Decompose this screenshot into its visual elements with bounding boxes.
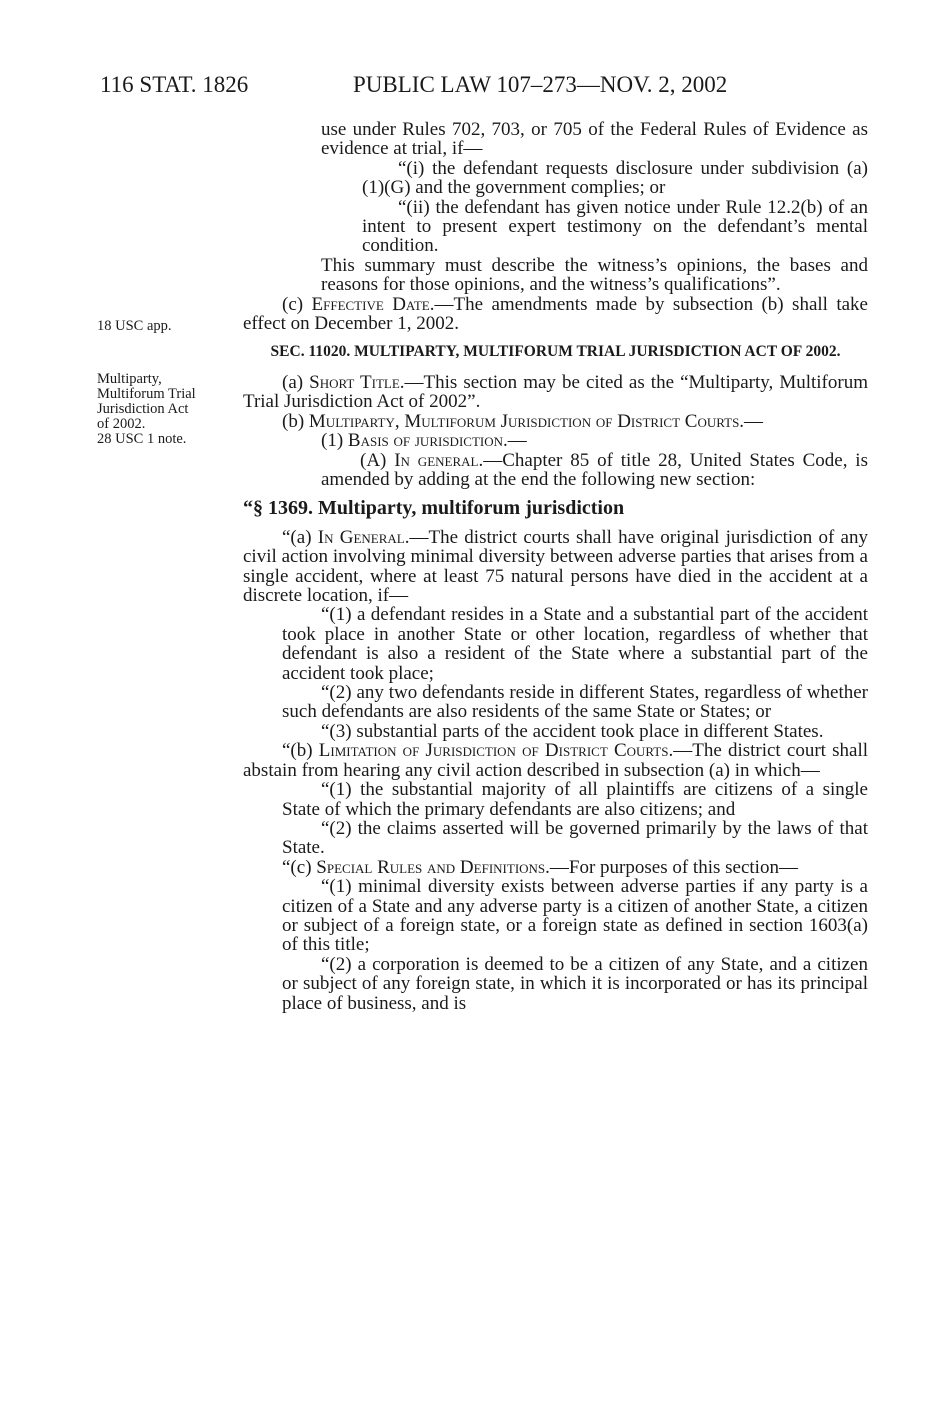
subsection-b-limitation [243,741,868,780]
page-header [100,72,870,102]
subparagraph-text: .—Chapter 85 of title 28, United States Code, is amended by adding at the end the following new section: [321,449,868,490]
statute-body [243,120,868,1013]
subsection-text: .—The district court shall abstain from hearing any civil action described in subsection (a) in which— [243,740,869,781]
margin-note-usc-app [97,319,237,334]
margin-note-line: of 2002. [97,416,146,432]
margin-note-line: 28 USC 1 note. [97,431,187,447]
paragraph-2: “(2) the claims asserted will be governed primarily by the laws of that State. [282,817,868,859]
subsection-heading: Short Title [309,371,400,393]
subsection-label: “(b) [282,740,319,762]
subsection-label: (a) [282,371,310,393]
statute-page-number: 116 STAT. 1826 [100,72,249,97]
subparagraph-a-general [243,451,868,490]
subsection-c-special-rules [243,858,868,877]
clause-ii: “(ii) the defendant has given notice under Rule 12.2(b) of an intent to present expert testimony on the defendant’s mental condition. [362,196,868,257]
subsection-heading: Effective Date [311,293,430,315]
section-1369-heading: “§ 1369. Multiparty, multiforum jurisdiction [243,497,625,520]
subsection-label: (c) [282,293,312,315]
subsection-label: “(c) [282,856,317,878]
subsection-text: .—This section may be cited as the “Multiparty, Multiforum Trial Jurisdiction Act of 2002”. [243,371,868,413]
subsection-c-effective-date [243,295,868,334]
clause-i: “(i) the defendant requests disclosure under subdivision (a)(1)(G) and the government complies; or [362,157,868,199]
subsection-heading: In General [317,526,405,548]
subsection-text: .— [739,410,764,432]
summary-paragraph: This summary must describe the witness’s opinions, the bases and reasons for those opinions, and the witness’s qualifications”. [321,254,868,296]
margin-note-line: Multiforum Trial [97,386,196,402]
subsection-a-in-general [243,528,868,606]
section-heading: SEC. 11020. MULTIPARTY, MULTIFORUM TRIAL JURISDICTION ACT OF 2002. [270,343,841,361]
subsection-label: (b) [282,410,309,432]
public-law-citation: PUBLIC LAW 107–273—NOV. 2, 2002 [353,72,728,97]
subsection-text: .—The district courts shall have original jurisdiction of any civil action involving minimal diversity between adverse parties that arises from a single accident, where at least 75 natural persons have died in the accident at a discrete location, if— [243,526,868,607]
subsection-heading: Multiparty, Multiforum Jurisdiction of District Courts [308,410,740,432]
margin-note-text: 18 USC app. [97,318,172,334]
subparagraph-label: (A) [360,449,395,471]
paragraph-continuation: use under Rules 702, 703, or 705 of the Federal Rules of Evidence as evidence at trial, if— [321,119,868,160]
paragraph-2: “(2) a corporation is deemed to be a citizen of any State, and a citizen or subject of any foreign state, in which it is incorporated or has its principal place of business, and is [282,953,868,1014]
subsection-text: .—For purposes of this section— [545,856,798,878]
paragraph-1: “(1) a defendant resides in a State and a substantial part of the accident took place in another State or other location, regardless of whether that defendant is also a resident of the State where a substantial part of the accident took place; [282,604,868,684]
subsection-a-short-title [243,373,868,412]
margin-note-line: Jurisdiction Act [97,401,189,417]
paragraph-1: “(1) minimal diversity exists between adverse parties if any party is a citizen of a State and any adverse party is a citizen of another State, a citizen or subject of a foreign state, or a foreign state as defined in section 1603(a) of this title; [282,876,868,956]
subsection-heading: Special Rules and Definitions [316,856,546,878]
paragraph-3: “(3) substantial parts of the accident took place in different States. [321,720,824,742]
paragraph-1-basis [243,431,868,450]
paragraph-label: (1) [321,430,348,452]
paragraph-2: “(2) any two defendants reside in different States, regardless of whether such defendants are also residents of the same State or States; or [282,682,868,723]
subsection-text: .—The amendments made by subsection (b) shall take effect on December 1, 2002. [243,293,868,335]
subparagraph-heading: In general [394,449,479,471]
margin-note-short-title [97,372,237,447]
paragraph-text: .— [503,430,527,452]
paragraph-1: “(1) the substantial majority of all plaintiffs are citizens of a single State of which the primary defendants are also citizens; and [282,779,868,820]
subsection-heading: Limitation of Jurisdiction of District Courts [318,740,669,762]
margin-note-line: Multiparty, [97,371,162,387]
paragraph-heading: Basis of jurisdiction [347,430,503,452]
subsection-label: “(a) [282,526,318,548]
subsection-b-jurisdiction [243,412,868,431]
